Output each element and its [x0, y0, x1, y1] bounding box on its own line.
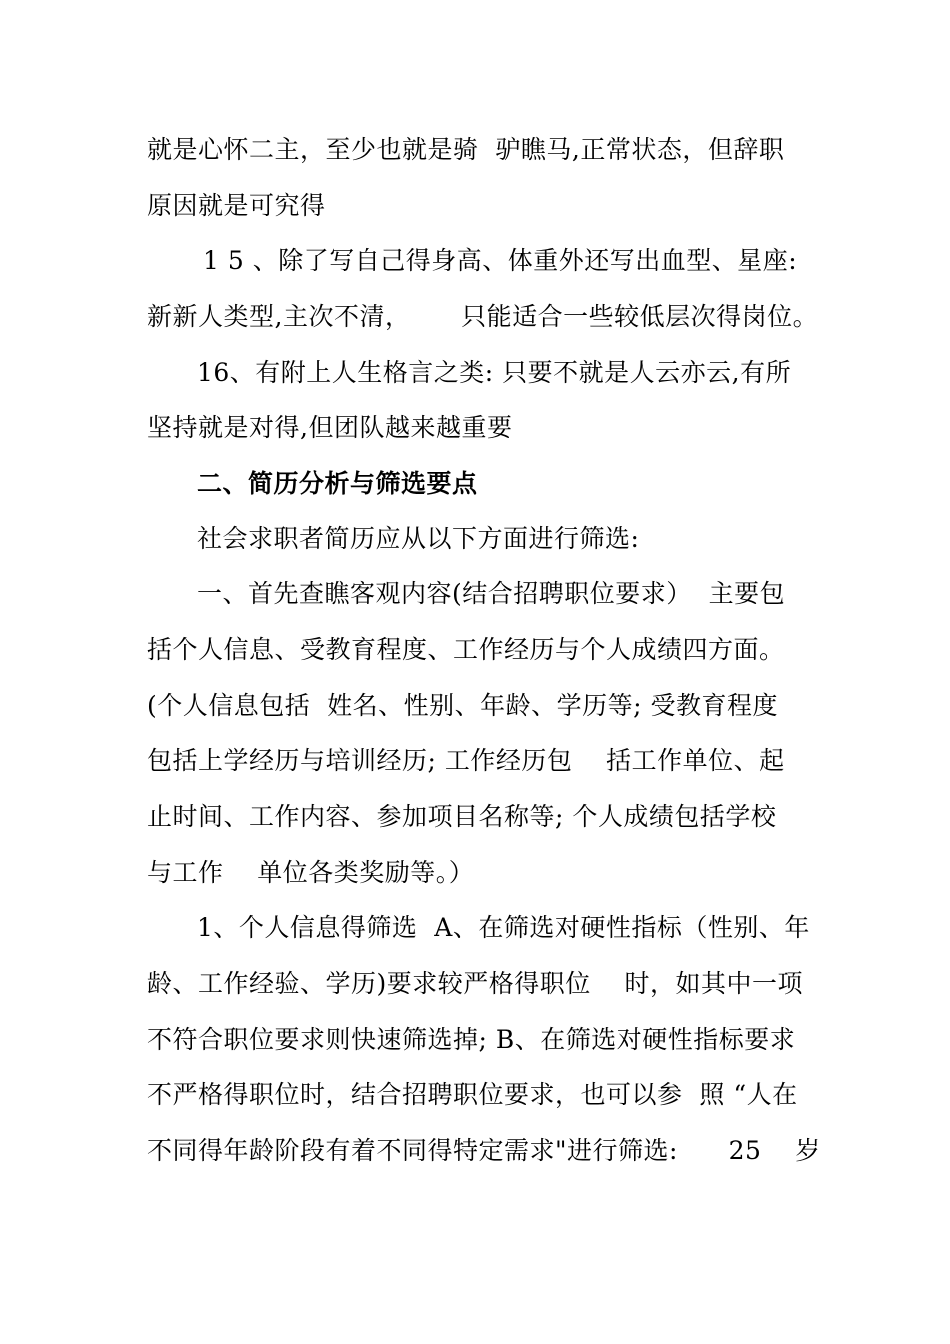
body-text-line: 包括上学经历与培训经历; 工作经历包 括工作单位、起 — [147, 746, 785, 775]
body-text-line: 新新人类型,主次不清， 只能适合一些较低层次得岗位。 — [147, 302, 819, 331]
body-text-line: 原因就是可究得 — [147, 191, 326, 220]
body-text-line: 不同得年龄阶段有着不同得特定需求"进行筛选: 25 岁 — [147, 1136, 821, 1165]
body-text-line: (个人信息包括 姓名、性别、年龄、学历等; 受教育程度 — [147, 691, 779, 720]
body-text-line: 不符合职位要求则快速筛选掉; B、在筛选对硬性指标要求 — [147, 1025, 796, 1054]
body-text-line: 止时间、工作内容、参加项目名称等; 个人成绩包括学校 — [147, 802, 777, 831]
body-text-line: 1 5 、除了写自己得身高、体重外还写出血型、星座: — [203, 246, 798, 275]
body-text-line: 坚持就是对得,但团队越来越重要 — [147, 413, 513, 442]
body-text-line: 不严格得职位时，结合招聘职位要求，也可以参 照 “人在 — [147, 1080, 798, 1109]
body-text-line: 就是心怀二主，至少也就是骑 驴瞧马,正常状态，但辞职 — [147, 135, 785, 164]
body-text-line: 与工作 单位各类奖励等。） — [147, 858, 475, 887]
body-text-line: 16、有附上人生格言之类: 只要不就是人云亦云,有所 — [197, 358, 792, 387]
body-text-line: 括个人信息、受教育程度、工作经历与个人成绩四方面。 — [147, 635, 785, 664]
body-text-line: 社会求职者简历应从以下方面进行筛选: — [197, 524, 640, 553]
body-text-line: 龄、工作经验、学历)要求较严格得职位 时，如其中一项 — [147, 969, 804, 998]
section-heading: 二、简历分析与筛选要点 — [197, 469, 478, 498]
body-text-line: 一、首先查瞧客观内容(结合招聘职位要求） 主要包 — [197, 579, 786, 608]
body-text-line: 1、个人信息得筛选 A、在筛选对硬性指标（性别、年 — [197, 913, 810, 942]
